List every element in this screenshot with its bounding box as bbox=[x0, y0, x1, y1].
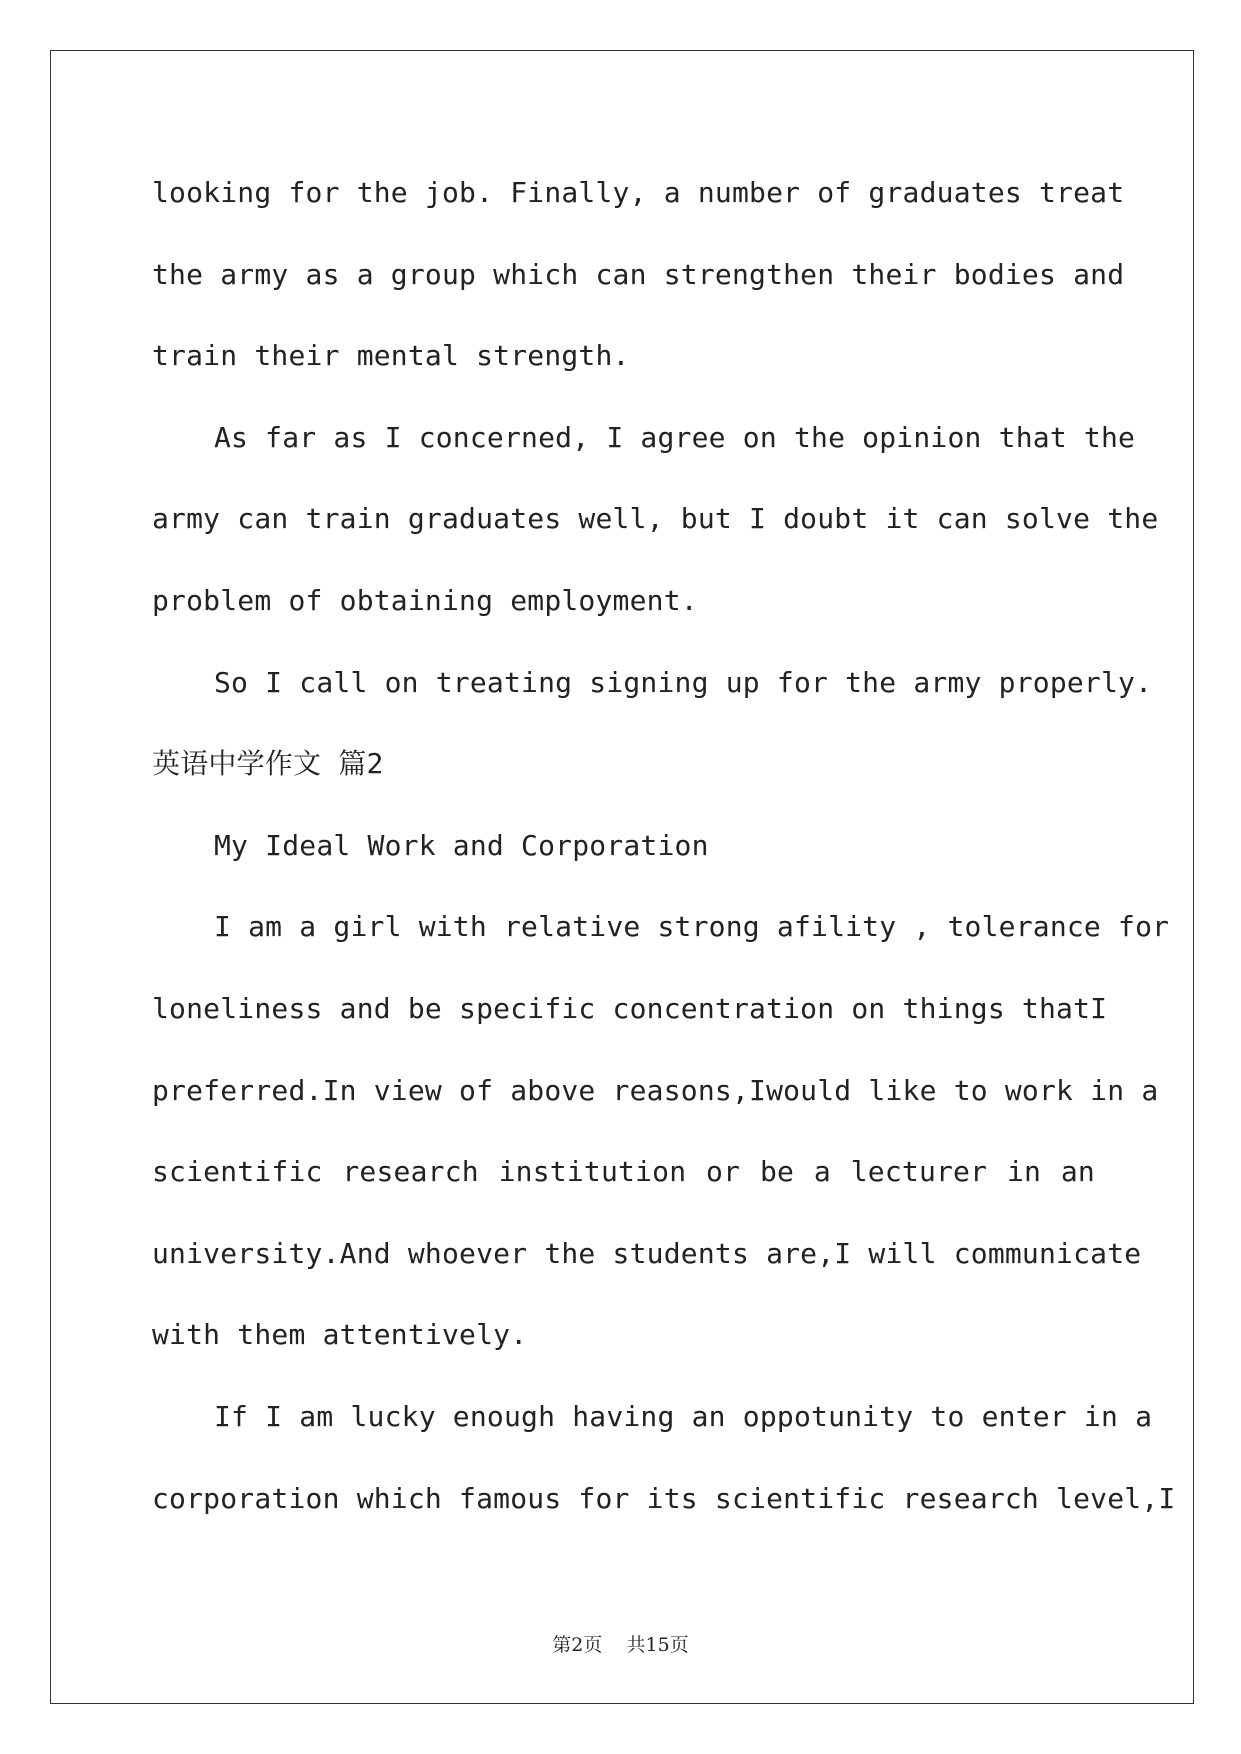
text-line: scientific research institution or be a lecturer in an bbox=[152, 1155, 1095, 1189]
text-line: train their mental strength. bbox=[152, 339, 630, 373]
text-line: army can train graduates well, but I doubt it can solve the bbox=[152, 502, 1159, 536]
text-line: As far as I concerned, I agree on the opinion that the bbox=[214, 420, 1136, 454]
text-line: the army as a group which can strengthen their bodies and bbox=[152, 257, 1125, 291]
text-line: corporation which famous for its scientific research level,I bbox=[152, 1481, 1176, 1515]
document-body bbox=[152, 163, 1176, 1550]
text-line: loneliness and be specific concentration on things thatI bbox=[152, 991, 1108, 1025]
essay-title: My Ideal Work and Corporation bbox=[214, 828, 709, 862]
page-number-footer: 第2页 共15页 bbox=[552, 1634, 689, 1656]
text-line: If I am lucky enough having an oppotunity to enter in a bbox=[214, 1399, 1153, 1433]
text-line: looking for the job. Finally, a number of graduates treat bbox=[152, 176, 1125, 209]
text-line: with them attentively. bbox=[152, 1318, 528, 1352]
text-line: I am a girl with relative strong afility , tolerance for bbox=[214, 910, 1170, 944]
section-heading: 英语中学作文 篇2 bbox=[152, 747, 384, 781]
text-line: So I call on treating signing up for the army properly. bbox=[214, 665, 1153, 699]
text-line: university.And whoever the students are,I will communicate bbox=[152, 1236, 1142, 1270]
text-line: problem of obtaining employment. bbox=[152, 583, 698, 617]
text-line: preferred.In view of above reasons,Iwould like to work in a bbox=[152, 1073, 1159, 1107]
